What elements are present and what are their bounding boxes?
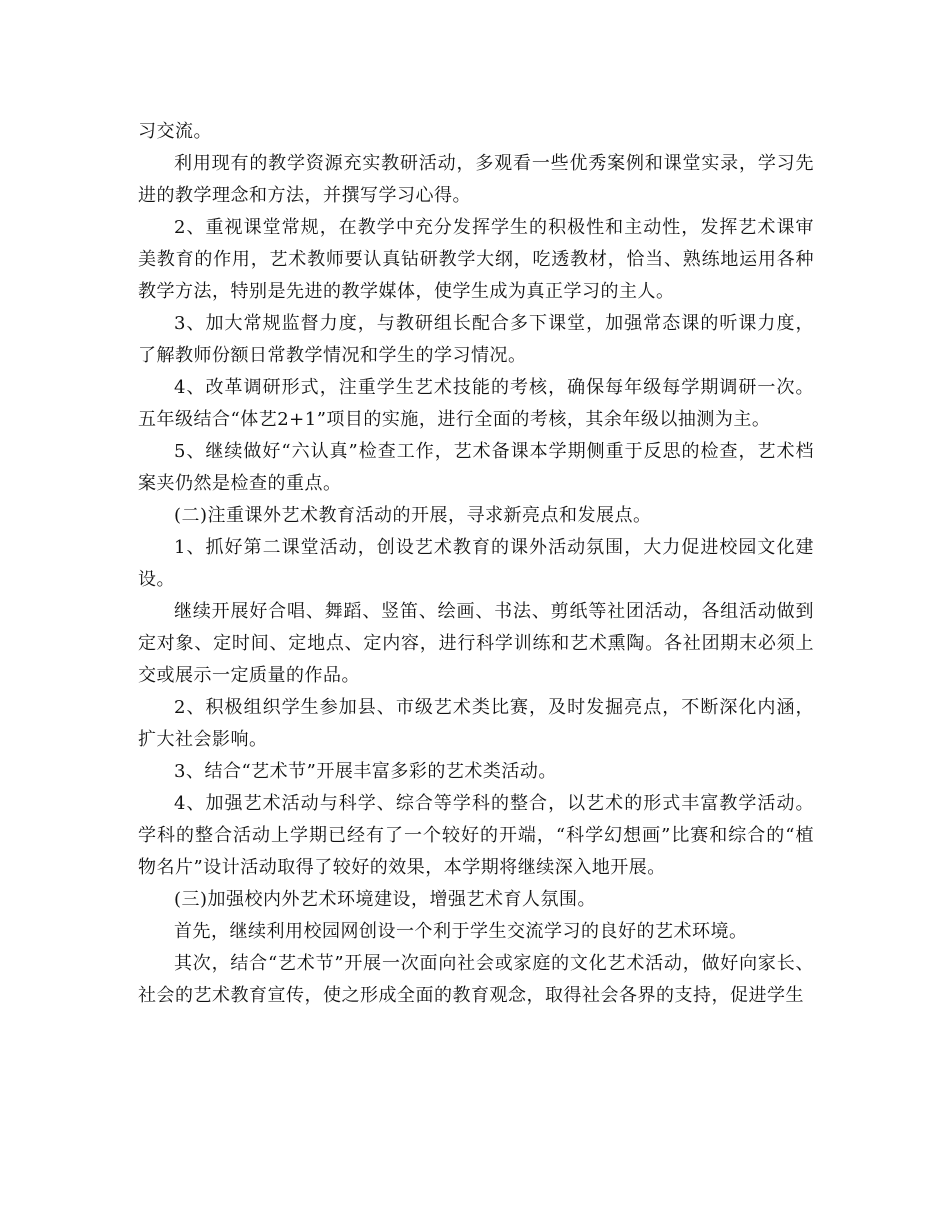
paragraph-11: 3、结合“艺术节”开展丰富多彩的艺术类活动。 bbox=[174, 761, 557, 782]
paragraph-14: 首先，继续利用校园网创设一个利于学生交流学习的良好的艺术环境。 bbox=[174, 921, 748, 942]
paragraph-4: 3、加大常规监督力度，与教研组长配合多下课堂，加强常态课的听课力度，了解教师份额日常教学情况和学生的学习情况。 bbox=[138, 313, 814, 366]
paragraph-9: 继续开展好合唱、舞蹈、竖笛、绘画、书法、剪纸等社团活动，各组活动做到定对象、定时间、定地点、定内容，进行科学训练和艺术熏陶。各社团期末必须上交或展示一定质量的作品。 bbox=[138, 601, 814, 686]
paragraph-8: 1、抓好第二课堂活动，创设艺术教育的课外活动氛围，大力促进校园文化建设。 bbox=[138, 537, 814, 590]
paragraph-6: 5、继续做好“六认真”检查工作，艺术备课本学期侧重于反思的检查，艺术档案夹仍然是检查的重点。 bbox=[138, 441, 814, 494]
section-heading-2: (二)注重课外艺术教育活动的开展，寻求新亮点和发展点。 bbox=[174, 505, 652, 526]
paragraph-3: 2、重视课堂常规，在教学中充分发挥学生的积极性和主动性，发挥艺术课审美教育的作用，艺术教师要认真钻研教学大纲，吃透教材，恰当、熟练地运用各种教学方法，特别是先进的教学媒体，使学生成为真正学习的主人。 bbox=[138, 217, 814, 302]
paragraph-5: 4、改革调研形式，注重学生艺术技能的考核，确保每年级每学期调研一次。五年级结合“体艺2+1”项目的实施，进行全面的考核，其余年级以抽测为主。 bbox=[138, 377, 814, 430]
paragraph-10: 2、积极组织学生参加县、市级艺术类比赛，及时发掘亮点，不断深化内涵，扩大社会影响。 bbox=[138, 697, 814, 750]
document-body bbox=[138, 116, 814, 1012]
paragraph-2: 利用现有的教学资源充实教研活动，多观看一些优秀案例和课堂实录，学习先进的教学理念和方法，并撰写学习心得。 bbox=[138, 153, 814, 206]
paragraph-1: 习交流。 bbox=[138, 121, 212, 142]
section-heading-3: (三)加强校内外艺术环境建设，增强艺术育人氛围。 bbox=[174, 889, 597, 910]
paragraph-12: 4、加强艺术活动与科学、综合等学科的整合，以艺术的形式丰富教学活动。学科的整合活动上学期已经有了一个较好的开端，“科学幻想画”比赛和综合的“植物名片”设计活动取得了较好的效果，本学期将继续深入地开展。 bbox=[138, 793, 814, 878]
paragraph-15: 其次，结合“艺术节”开展一次面向社会或家庭的文化艺术活动，做好向家长、社会的艺术教育宣传，使之形成全面的教育观念，取得社会各界的支持，促进学生 bbox=[138, 953, 814, 1006]
